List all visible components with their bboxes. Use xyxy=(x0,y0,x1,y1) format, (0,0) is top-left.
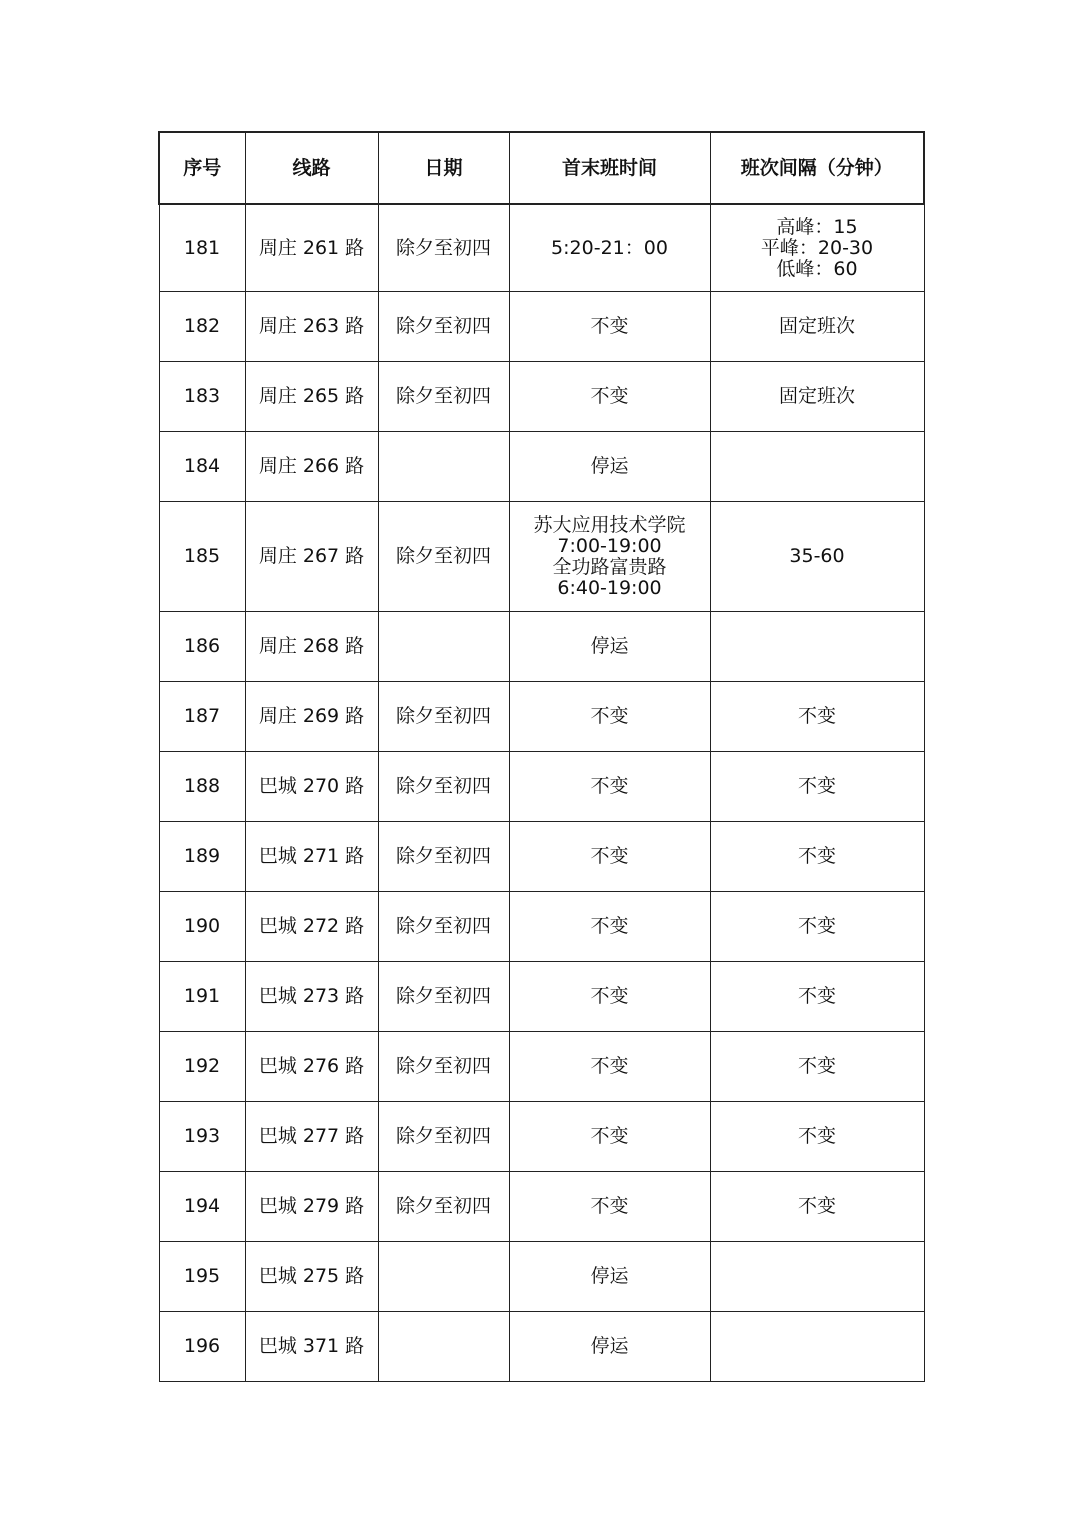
cell-route: 周庄 268 路 xyxy=(245,612,378,682)
cell-interval-line: 低峰：60 xyxy=(776,257,858,280)
cell-hours-line: 不变 xyxy=(590,1055,629,1077)
cell-interval xyxy=(710,502,924,612)
cell-hours-line: 停运 xyxy=(590,455,629,477)
cell-index: 182 xyxy=(159,292,245,362)
cell-interval-line: 不变 xyxy=(797,1125,836,1147)
cell-route: 巴城 270 路 xyxy=(245,752,378,822)
cell-interval xyxy=(710,752,924,822)
cell-route: 周庄 265 路 xyxy=(245,362,378,432)
table-row xyxy=(159,612,924,682)
cell-date: 除夕至初四 xyxy=(378,1032,509,1102)
header-row xyxy=(159,132,924,204)
cell-interval xyxy=(710,1172,924,1242)
cell-interval-line: 35-60 xyxy=(789,545,845,567)
cell-interval-line: 不变 xyxy=(797,1055,836,1077)
cell-route: 巴城 277 路 xyxy=(245,1102,378,1172)
cell-interval xyxy=(710,822,924,892)
cell-interval xyxy=(710,1312,924,1382)
table-header xyxy=(159,132,924,204)
header-interval: 班次间隔（分钟） xyxy=(710,132,924,204)
cell-hours-line: 不变 xyxy=(590,705,629,727)
cell-hours-line: 苏大应用技术学院 xyxy=(533,513,686,536)
cell-interval xyxy=(710,204,924,292)
cell-route: 巴城 275 路 xyxy=(245,1242,378,1312)
table-row xyxy=(159,1102,924,1172)
cell-route: 巴城 272 路 xyxy=(245,892,378,962)
cell-hours xyxy=(509,432,710,502)
cell-hours xyxy=(509,892,710,962)
cell-index: 188 xyxy=(159,752,245,822)
cell-index: 183 xyxy=(159,362,245,432)
cell-interval xyxy=(710,292,924,362)
table-row xyxy=(159,892,924,962)
cell-date: 除夕至初四 xyxy=(378,502,509,612)
cell-hours-line: 不变 xyxy=(590,1125,629,1147)
bus-schedule-table xyxy=(158,131,925,1382)
table-row xyxy=(159,362,924,432)
cell-route: 周庄 263 路 xyxy=(245,292,378,362)
cell-hours xyxy=(509,822,710,892)
cell-hours xyxy=(509,962,710,1032)
table-row xyxy=(159,432,924,502)
cell-route: 周庄 269 路 xyxy=(245,682,378,752)
cell-interval-line: 高峰：15 xyxy=(776,215,858,238)
cell-hours xyxy=(509,502,710,612)
cell-date xyxy=(378,432,509,502)
cell-index: 187 xyxy=(159,682,245,752)
cell-interval-line: 不变 xyxy=(797,775,836,797)
cell-hours-line: 不变 xyxy=(590,385,629,407)
cell-interval-line: 不变 xyxy=(797,705,836,727)
cell-date: 除夕至初四 xyxy=(378,292,509,362)
cell-interval-line: 不变 xyxy=(797,985,836,1007)
cell-hours-line: 7:00-19:00 xyxy=(557,534,662,557)
cell-date: 除夕至初四 xyxy=(378,1172,509,1242)
table-body xyxy=(159,204,924,1382)
cell-hours xyxy=(509,204,710,292)
cell-index: 186 xyxy=(159,612,245,682)
cell-interval xyxy=(710,962,924,1032)
cell-interval-line: 不变 xyxy=(797,915,836,937)
cell-hours-line: 全功路富贵路 xyxy=(552,555,667,578)
cell-hours-line: 不变 xyxy=(590,1195,629,1217)
cell-hours-line: 停运 xyxy=(590,1265,629,1287)
cell-hours xyxy=(509,362,710,432)
cell-date xyxy=(378,1242,509,1312)
cell-hours-line: 6:40-19:00 xyxy=(557,576,662,599)
cell-date: 除夕至初四 xyxy=(378,892,509,962)
cell-route: 周庄 267 路 xyxy=(245,502,378,612)
cell-hours xyxy=(509,292,710,362)
table-row xyxy=(159,1242,924,1312)
header-date: 日期 xyxy=(378,132,509,204)
table-row xyxy=(159,962,924,1032)
cell-interval xyxy=(710,892,924,962)
cell-date: 除夕至初四 xyxy=(378,962,509,1032)
cell-interval-line: 平峰：20-30 xyxy=(760,236,874,259)
cell-route: 周庄 266 路 xyxy=(245,432,378,502)
cell-interval xyxy=(710,612,924,682)
cell-date: 除夕至初四 xyxy=(378,822,509,892)
table-row xyxy=(159,822,924,892)
cell-hours-line: 不变 xyxy=(590,775,629,797)
cell-interval-line: 固定班次 xyxy=(778,385,855,407)
cell-route: 巴城 371 路 xyxy=(245,1312,378,1382)
cell-date: 除夕至初四 xyxy=(378,1102,509,1172)
cell-hours xyxy=(509,1312,710,1382)
cell-interval xyxy=(710,1242,924,1312)
cell-date: 除夕至初四 xyxy=(378,752,509,822)
cell-hours-line: 停运 xyxy=(590,635,629,657)
cell-hours xyxy=(509,682,710,752)
cell-index: 190 xyxy=(159,892,245,962)
cell-hours-line: 停运 xyxy=(590,1335,629,1357)
cell-index: 181 xyxy=(159,204,245,292)
cell-date xyxy=(378,1312,509,1382)
cell-date: 除夕至初四 xyxy=(378,204,509,292)
cell-index: 195 xyxy=(159,1242,245,1312)
cell-hours xyxy=(509,1172,710,1242)
cell-interval-line: 不变 xyxy=(797,845,836,867)
table-row xyxy=(159,752,924,822)
cell-interval xyxy=(710,362,924,432)
cell-hours xyxy=(509,752,710,822)
cell-date: 除夕至初四 xyxy=(378,362,509,432)
cell-interval-line: 固定班次 xyxy=(778,315,855,337)
table-row xyxy=(159,502,924,612)
cell-hours-line: 不变 xyxy=(590,845,629,867)
cell-interval-line: 不变 xyxy=(797,1195,836,1217)
cell-hours-line: 不变 xyxy=(590,315,629,337)
cell-route: 巴城 276 路 xyxy=(245,1032,378,1102)
cell-index: 184 xyxy=(159,432,245,502)
cell-index: 194 xyxy=(159,1172,245,1242)
cell-interval xyxy=(710,432,924,502)
cell-hours-line: 5:20-21：00 xyxy=(551,236,668,259)
cell-date: 除夕至初四 xyxy=(378,682,509,752)
header-route: 线路 xyxy=(245,132,378,204)
cell-index: 189 xyxy=(159,822,245,892)
cell-index: 191 xyxy=(159,962,245,1032)
cell-index: 192 xyxy=(159,1032,245,1102)
table-row xyxy=(159,1172,924,1242)
cell-hours xyxy=(509,1242,710,1312)
cell-route: 巴城 273 路 xyxy=(245,962,378,1032)
cell-route: 巴城 279 路 xyxy=(245,1172,378,1242)
cell-index: 193 xyxy=(159,1102,245,1172)
cell-hours xyxy=(509,612,710,682)
header-hours: 首末班时间 xyxy=(509,132,710,204)
cell-hours-line: 不变 xyxy=(590,915,629,937)
cell-hours-line: 不变 xyxy=(590,985,629,1007)
table-row xyxy=(159,204,924,292)
table-row xyxy=(159,1032,924,1102)
cell-hours xyxy=(509,1102,710,1172)
cell-route: 巴城 271 路 xyxy=(245,822,378,892)
table-row xyxy=(159,292,924,362)
cell-interval xyxy=(710,1032,924,1102)
cell-hours xyxy=(509,1032,710,1102)
cell-interval xyxy=(710,682,924,752)
cell-date xyxy=(378,612,509,682)
table-row xyxy=(159,1312,924,1382)
header-index: 序号 xyxy=(159,132,245,204)
cell-index: 196 xyxy=(159,1312,245,1382)
table-row xyxy=(159,682,924,752)
cell-route: 周庄 261 路 xyxy=(245,204,378,292)
cell-index: 185 xyxy=(159,502,245,612)
cell-interval xyxy=(710,1102,924,1172)
